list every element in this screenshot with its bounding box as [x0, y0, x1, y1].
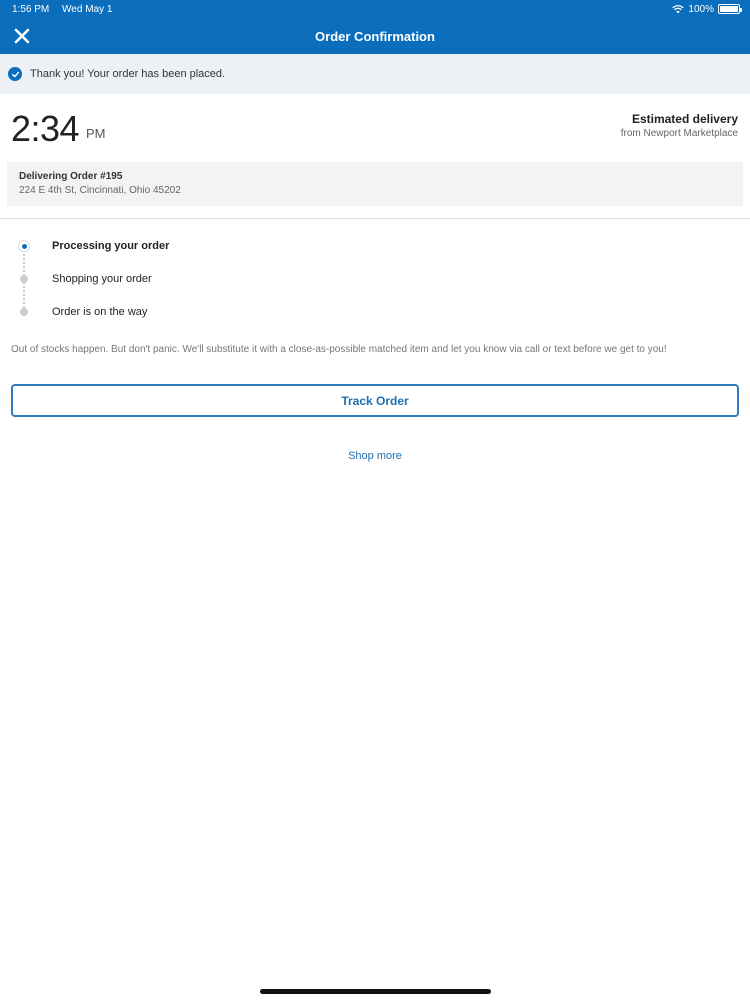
order-address: 224 E 4th St, Cincinnati, Ohio 45202 — [19, 185, 181, 196]
delivery-time-ampm: PM — [86, 126, 106, 141]
store-name: from Newport Marketplace — [620, 128, 738, 139]
status-time: 1:56 PM — [12, 3, 50, 15]
home-indicator — [260, 989, 491, 994]
estimated-delivery-label: Estimated delivery — [631, 112, 738, 126]
nav-bar — [0, 18, 750, 54]
page-title: Order Confirmation — [315, 28, 435, 44]
step-on-the-way — [0, 301, 750, 323]
track-order-button[interactable]: Track Order — [11, 384, 739, 417]
close-icon[interactable] — [12, 26, 32, 46]
status-bar — [0, 0, 750, 18]
banner-text: Thank you! Your order has been placed. — [30, 68, 226, 80]
wifi-icon — [672, 5, 684, 14]
status-right — [672, 4, 740, 15]
eta-row — [0, 100, 750, 156]
step-label: Order is on the way — [52, 306, 148, 318]
status-date: Wed May 1 — [62, 3, 113, 15]
substitution-note: Out of stocks happen. But don't panic. We'll substitute it with a close-as-possible matched item and let you know via call or text before we get to you! — [11, 344, 667, 355]
step-label: Processing your order — [52, 240, 170, 252]
step-dot-active — [18, 240, 30, 252]
step-label: Shopping your order — [52, 273, 152, 285]
estimated-delivery — [621, 112, 738, 139]
battery-fill — [720, 6, 738, 12]
step-processing — [0, 235, 750, 257]
order-title: Delivering Order #195 — [19, 171, 123, 182]
step-dot — [20, 275, 28, 283]
step-shopping — [0, 268, 750, 290]
confirmation-banner — [0, 54, 750, 94]
step-dot — [20, 308, 28, 316]
battery-icon — [718, 4, 740, 14]
delivery-time: 2:34 — [11, 108, 80, 149]
divider — [0, 218, 750, 219]
shop-more-link[interactable]: Shop more — [348, 450, 402, 462]
check-circle-icon — [8, 67, 22, 81]
battery-percent: 100% — [688, 3, 714, 15]
order-card — [7, 162, 743, 206]
status-left — [12, 4, 122, 15]
